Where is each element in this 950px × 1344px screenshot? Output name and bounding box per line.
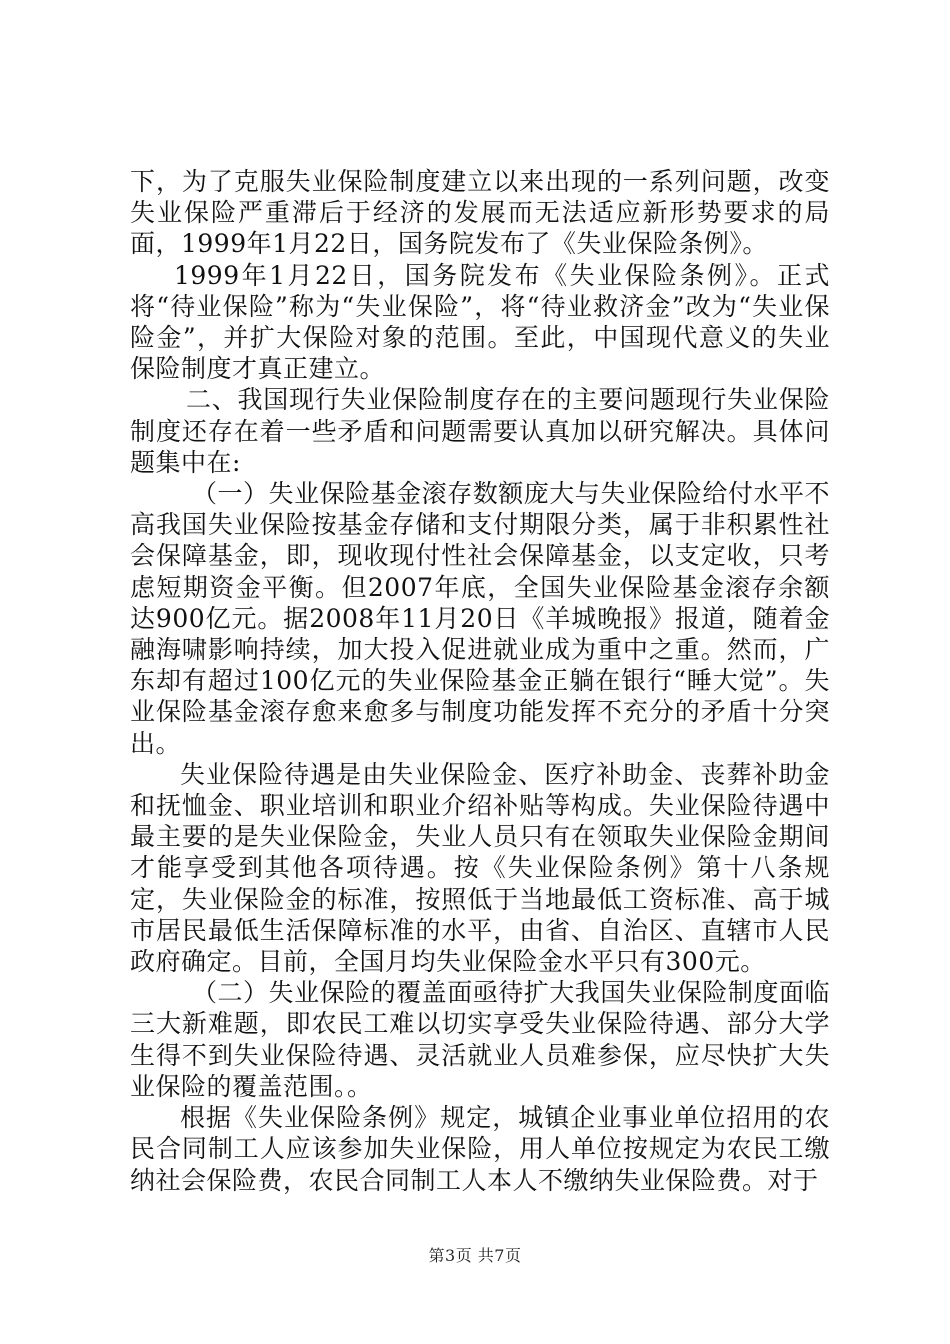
page-number: 第3页 共7页 [428, 1246, 522, 1265]
paragraph: 失业保险待遇是由失业保险金、医疗补助金、丧葬补助金和抚恤金、职业培训和职业介绍补贴等构成。失业保险待遇中最主要的是失业保险金，失业人员只有在领取失业保险金期间才能享受到其他各项待遇。按《失业保险条例》第十八条规定，失业保险金的标准，按照低于当地最低工资标准、高于城市居民最低生活保障标准的水平，由省、自治区、直辖市人民政府确定。目前，全国月均失业保险金水平只有300元。 [130, 759, 830, 977]
paragraph: 根据《失业保险条例》规定，城镇企业事业单位招用的农民合同制工人应该参加失业保险，用人单位按规定为农民工缴纳社会保险费，农民合同制工人本人不缴纳失业保险费。对于 [130, 1103, 830, 1195]
paragraph: （一）失业保险基金滚存数额庞大与失业保险给付水平不高我国失业保险按基金存储和支付期限分类，属于非积累性社会保障基金，即，现收现付性社会保障基金，以支定收，只考虑短期资金平衡。但2007年底，全国失业保险基金滚存余额达900亿元。据2008年11月20日《羊城晚报》报道，随着金融海啸影响持续，加大投入促进就业成为重中之重。然而，广东却有超过100亿元的失业保险基金正躺在银行“睡大觉”。失业保险基金滚存愈来愈多与制度功能发挥不充分的矛盾十分突出。 [130, 479, 830, 758]
document-body [130, 166, 830, 1196]
paragraph: 下，为了克服失业保险制度建立以来出现的一系列问题，改变失业保险严重滞后于经济的发展而无法适应新形势要求的局面，1999年1月22日，国务院发布了《失业保险条例》。 [130, 167, 830, 259]
paragraph: 1999年1月22日，国务院发布《失业保险条例》。正式将“待业保险”称为“失业保险”，将“待业救济金”改为“失业保险金”，并扩大保险对象的范围。至此，中国现代意义的失业保险制度才真正建立。 [130, 260, 830, 384]
paragraph: 二、我国现行失业保险制度存在的主要问题现行失业保险制度还存在着一些矛盾和问题需要认真加以研究解决。具体问题集中在: [130, 385, 830, 477]
paragraph: （二）失业保险的覆盖面亟待扩大我国失业保险制度面临三大新难题，即农民工难以切实享受失业保险待遇、部分大学生得不到失业保险待遇、灵活就业人员难参保，应尽快扩大失业保险的覆盖范围。。 [130, 978, 830, 1101]
